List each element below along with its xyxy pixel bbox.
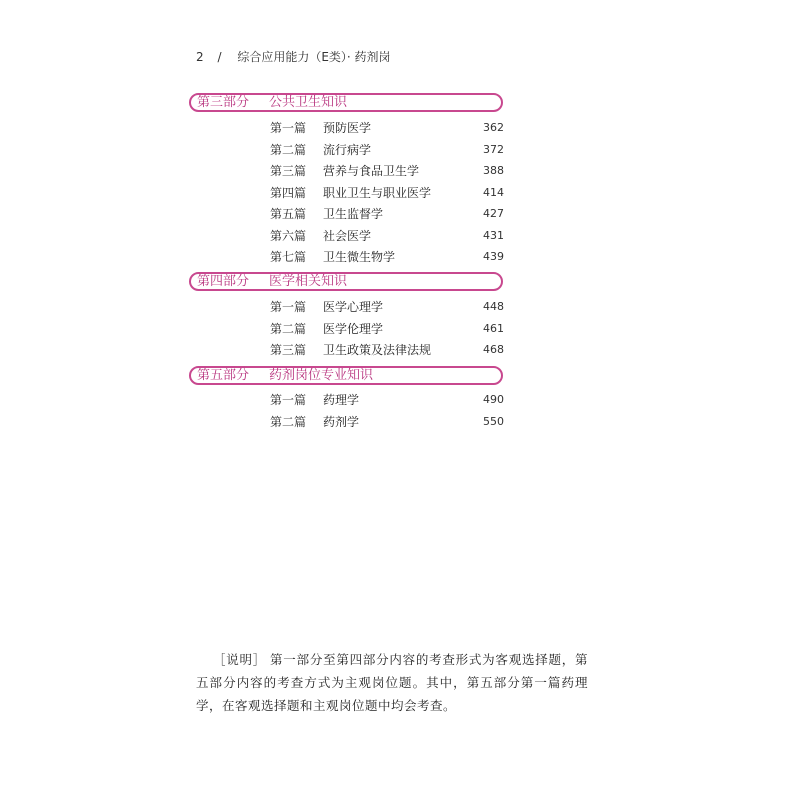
- toc-entry[interactable]: [0, 162, 800, 180]
- header-separator: /: [217, 50, 222, 64]
- chapter-title: 药理学: [323, 393, 360, 407]
- chapter-title: 医学伦理学: [323, 321, 384, 336]
- part-heading-5[interactable]: [189, 366, 503, 385]
- chapter-number: 第四篇: [270, 185, 307, 200]
- chapter-title: 卫生监督学: [323, 207, 384, 221]
- note-label: ［说明］: [213, 652, 267, 667]
- chapter-page: 439: [483, 250, 504, 263]
- chapter-page: 431: [483, 228, 504, 242]
- chapter-title: 职业卫生与职业医学: [323, 185, 432, 200]
- chapter-number: 第二篇: [270, 321, 307, 336]
- part-number: 第四部分: [197, 274, 250, 289]
- book-title: 综合应用能力（E类）· 药剂岗: [237, 50, 391, 64]
- chapter-number: 第二篇: [270, 142, 307, 157]
- chapter-title: 社会医学: [323, 228, 372, 243]
- chapter-number: 第二篇: [270, 415, 307, 429]
- toc-entry[interactable]: [0, 119, 800, 137]
- chapter-number: 第六篇: [270, 228, 307, 243]
- part-title: 药剂岗位专业知识: [269, 368, 374, 383]
- chapter-number: 第七篇: [270, 250, 307, 264]
- chapter-title: 卫生微生物学: [323, 250, 396, 264]
- part-number: 第三部分: [197, 95, 250, 110]
- chapter-title: 预防医学: [323, 121, 372, 135]
- part-number: 第五部分: [197, 368, 250, 383]
- chapter-number: 第三篇: [270, 164, 307, 178]
- chapter-number: 第五篇: [270, 207, 307, 221]
- explanatory-note: [196, 648, 588, 717]
- chapter-page: 468: [483, 343, 504, 356]
- chapter-page: 461: [483, 321, 504, 335]
- chapter-page: 427: [483, 207, 504, 220]
- chapter-page: 414: [483, 185, 504, 199]
- chapter-page: 490: [483, 393, 504, 406]
- chapter-title: 卫生政策及法律法规: [323, 343, 432, 357]
- toc-entry[interactable]: [0, 298, 800, 316]
- note-text: 第一部分至第四部分内容的考查形式为客观选择题，第五部分内容的考查方式为主观岗位题。其中，第五部分第一篇药理学，在客观选择题和主观岗位题中均会考查。: [196, 652, 588, 713]
- chapter-number: 第一篇: [270, 300, 307, 314]
- toc-entry[interactable]: [0, 391, 800, 409]
- chapter-title: 营养与食品卫生学: [323, 164, 420, 178]
- toc-entry[interactable]: [0, 184, 800, 202]
- chapter-number: 第一篇: [270, 121, 307, 135]
- chapter-title: 流行病学: [323, 142, 372, 157]
- chapter-number: 第一篇: [270, 393, 307, 407]
- part-heading-4[interactable]: [189, 272, 503, 291]
- toc-entry[interactable]: [0, 227, 800, 245]
- chapter-number: 第三篇: [270, 343, 307, 357]
- chapter-page: 372: [483, 142, 504, 156]
- page-number: 2: [196, 50, 204, 64]
- chapter-page: 550: [483, 415, 504, 428]
- chapter-title: 药剂学: [323, 415, 360, 429]
- part-heading-3[interactable]: [189, 93, 503, 112]
- part-title: 医学相关知识: [269, 274, 348, 289]
- running-header: [196, 49, 391, 65]
- toc-entry[interactable]: [0, 141, 800, 159]
- chapter-page: 388: [483, 164, 504, 177]
- toc-entry[interactable]: [0, 341, 800, 359]
- toc-entry[interactable]: [0, 413, 800, 431]
- chapter-title: 医学心理学: [323, 300, 384, 314]
- part-title: 公共卫生知识: [269, 95, 348, 110]
- toc-entry[interactable]: [0, 248, 800, 266]
- chapter-page: 362: [483, 121, 504, 134]
- toc-entry[interactable]: [0, 205, 800, 223]
- toc-entry[interactable]: [0, 320, 800, 338]
- chapter-page: 448: [483, 300, 504, 313]
